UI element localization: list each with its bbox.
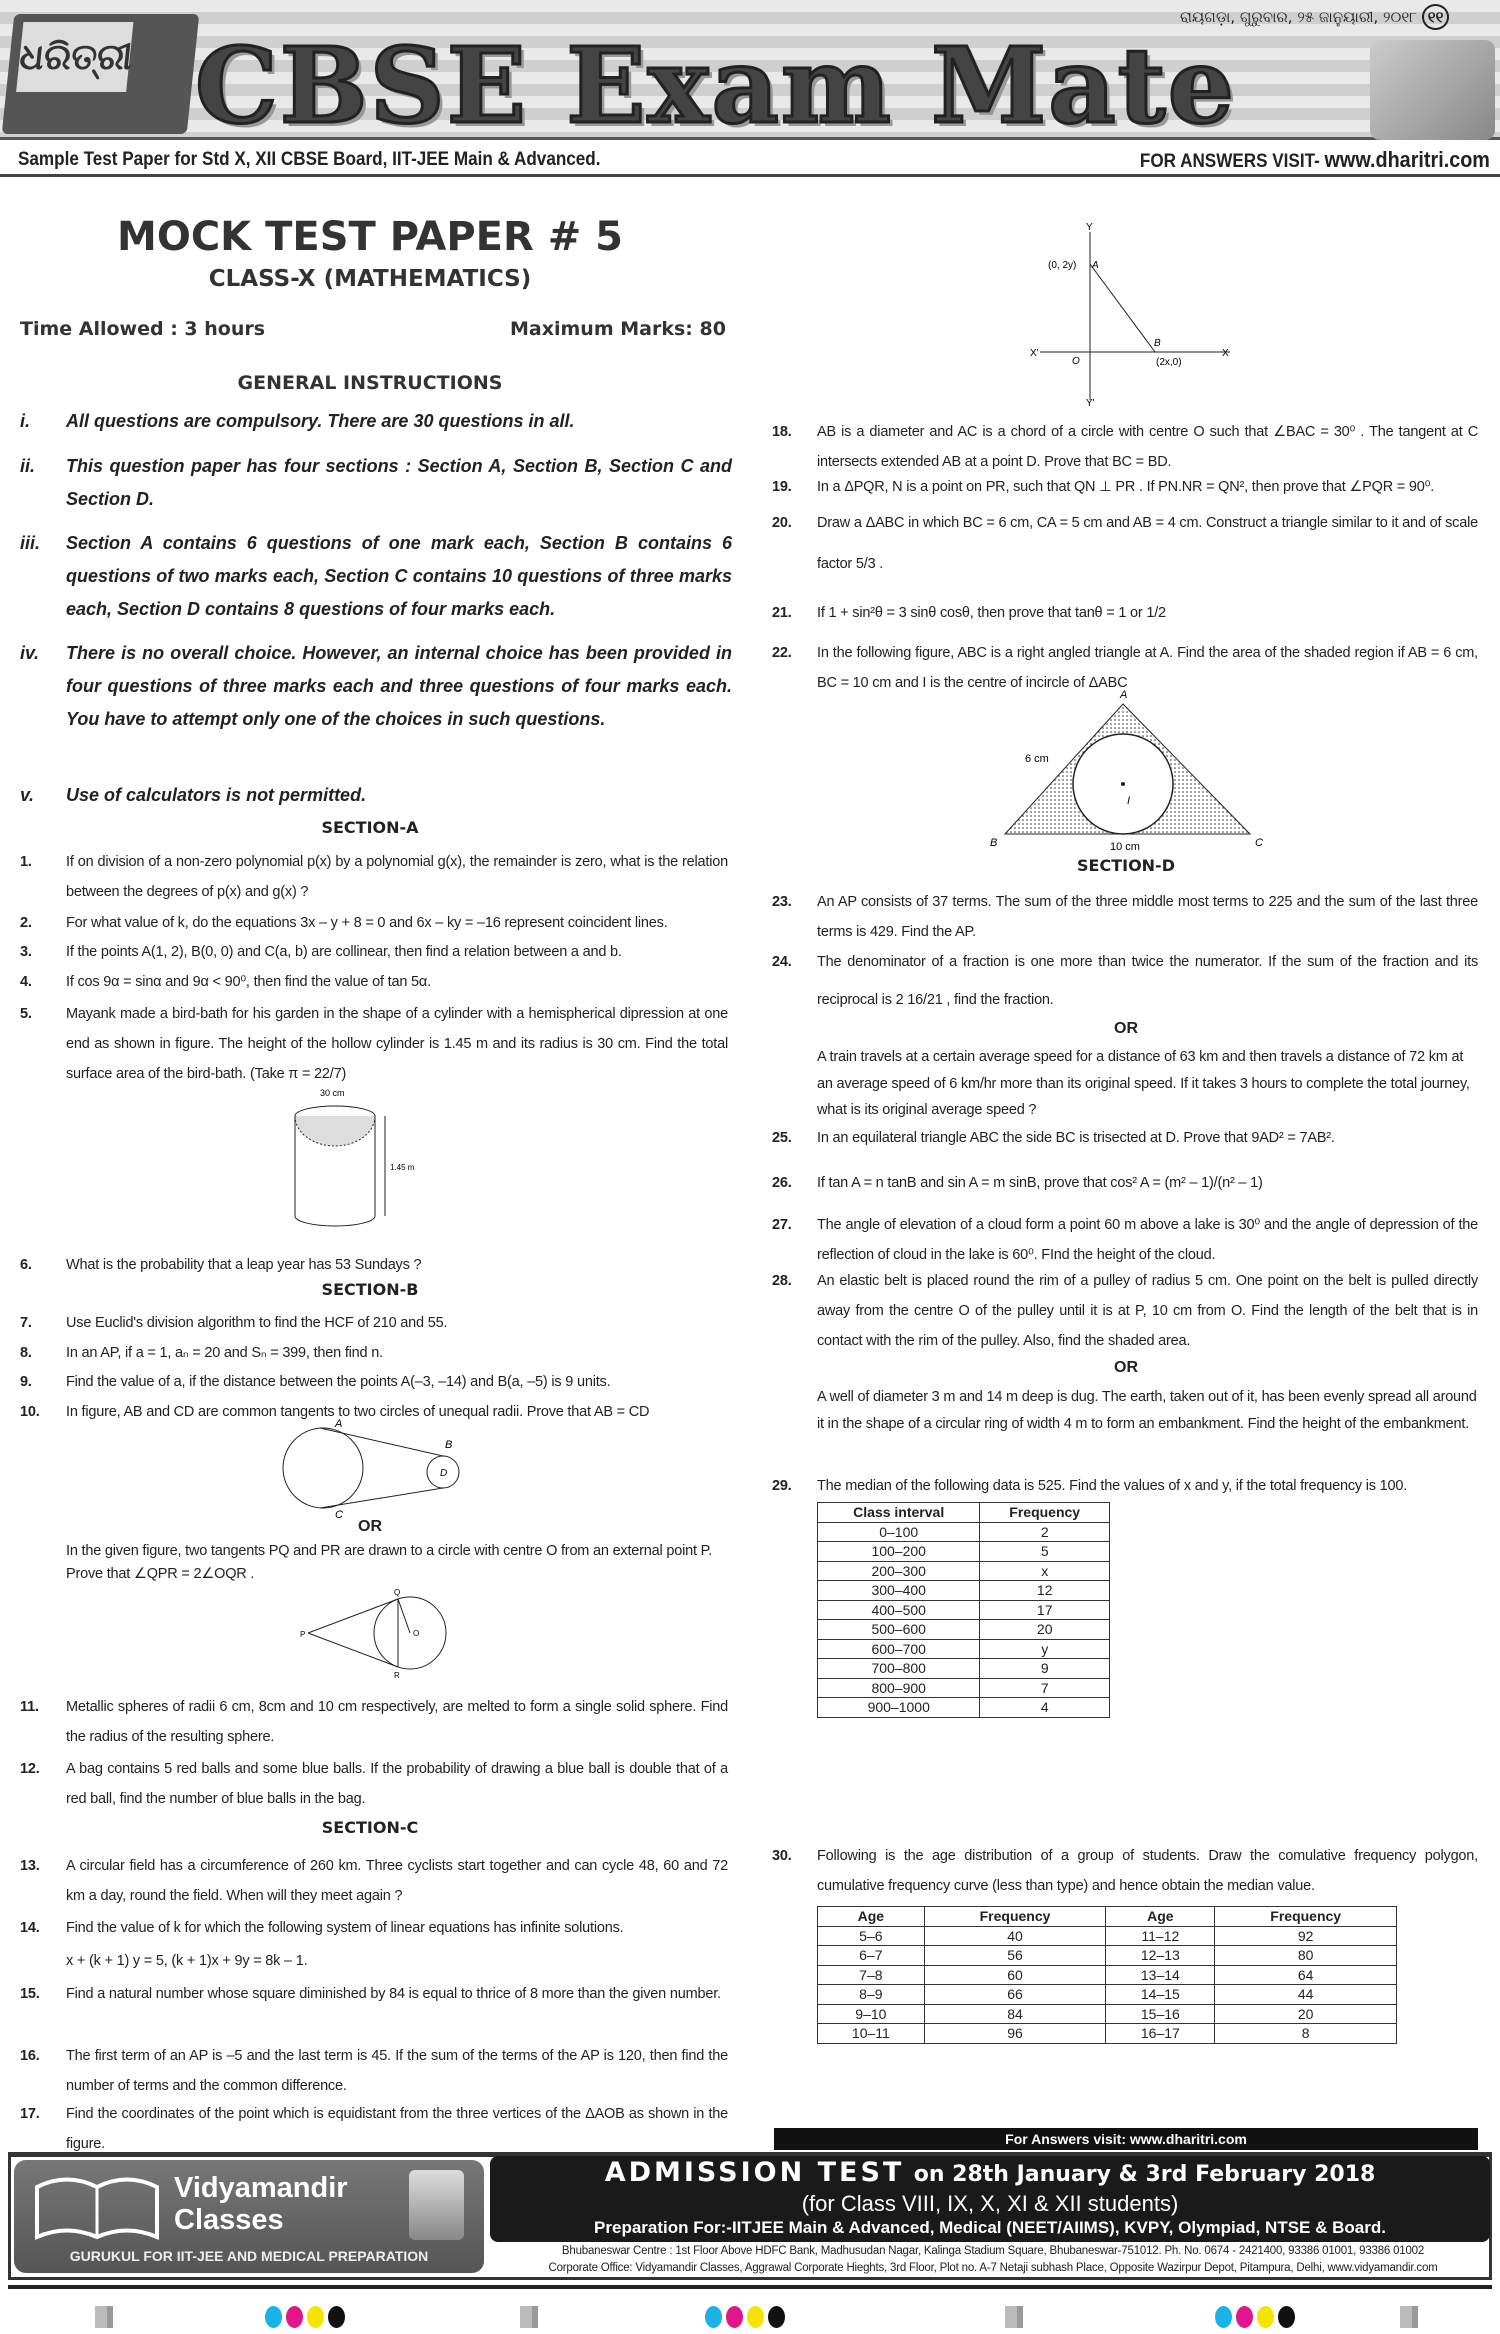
incircle-triangle-figure: [985, 686, 1275, 854]
section-c-heading: SECTION-C: [321, 1818, 419, 1837]
table-cell: 64: [1215, 1965, 1397, 1985]
section-d-heading: SECTION-D: [1077, 856, 1175, 875]
answers-prefix: FOR ANSWERS VISIT-: [1139, 151, 1325, 172]
question-number: 13.: [20, 1858, 40, 1874]
table-row: [818, 1620, 1110, 1640]
section-b-heading: SECTION-B: [321, 1280, 419, 1299]
table-row: [818, 1698, 1110, 1718]
table-cell: 12: [980, 1581, 1110, 1601]
instruction-number: iv.: [20, 643, 40, 663]
table-cell: 17: [980, 1600, 1110, 1620]
q28-or-text: A well of diameter 3 m and 14 m deep is dug. The earth, taken out of it, has been evenly spread all around it in the shape of a circular ring of width 4 m to form an embankment. Find the height of the embankment.: [817, 1389, 1477, 1432]
question-text: In a ΔPQR, N is a point on PR, such that QN ⊥ PR . If PN.NR = QN², then prove that ∠PQR = 90⁰.: [817, 479, 1435, 495]
label: 6 cm: [1025, 753, 1049, 765]
question-text: AB is a diameter and AC is a chord of a circle with centre O such that ∠BAC = 30⁰ . The tangent at C intersects extended AB at a point D. Prove that BC = BD.: [817, 424, 1478, 470]
question-27: [772, 1210, 1478, 1270]
question-number: 26.: [772, 1175, 792, 1191]
question-8: [20, 1338, 728, 1368]
table-cell: 44: [1215, 1985, 1397, 2005]
table-header-row: [818, 1503, 1110, 1523]
color-dot-cyan: [705, 2306, 722, 2328]
tagline: GURUKUL FOR IIT-JEE AND MEDICAL PREPARATION: [69, 2248, 429, 2264]
label: Y': [1086, 398, 1095, 407]
question-22: [772, 638, 1478, 698]
color-dot-black: [768, 2306, 785, 2328]
q10-or-text: In the given figure, two tangents PQ and PR are drawn to a circle with centre O from an external point P. Prove that ∠QPR = 2∠OQR .: [66, 1543, 713, 1582]
question-3: [20, 937, 728, 967]
question-number: 1.: [20, 854, 32, 870]
table-cell: 600–700: [818, 1639, 980, 1659]
answers-url[interactable]: www.dharitri.com: [1324, 147, 1490, 172]
instruction-number: ii.: [20, 456, 36, 476]
corporate-address: Corporate Office: Vidyamandir Classes, Aggrawal Corporate Hieghts, 3rd Floor, Plot no. A-7 Netaji subhash Place, Opposite Wazirpur Depot, Pitampura, Delhi, www.vidyamandir.com: [548, 2262, 1438, 2274]
question-number: 11.: [20, 1699, 39, 1715]
instruction-item: [20, 450, 732, 516]
table-cell: y: [980, 1639, 1110, 1659]
table-cell: 20: [1215, 2004, 1397, 2024]
table-cell: 15–16: [1106, 2004, 1215, 2024]
question-20: [772, 503, 1478, 585]
question-text: In an AP, if a = 1, aₙ = 20 and Sₙ = 399, then find n.: [66, 1345, 383, 1361]
question-text: Following is the age distribution of a group of students. Draw the comulative frequency polygon, cumulative frequency curve (less than type) and hence obtain the median value.: [817, 1848, 1478, 1894]
table-row: [818, 1561, 1110, 1581]
table-cell: 60: [924, 1965, 1106, 1985]
label: C: [335, 1509, 343, 1518]
color-dot-cyan: [1215, 2306, 1232, 2328]
label: O: [413, 1629, 420, 1638]
answers-bar[interactable]: For Answers visit: www.dharitri.com: [774, 2128, 1478, 2150]
general-instructions-title: GENERAL INSTRUCTIONS: [237, 372, 503, 394]
question-number: 12.: [20, 1761, 40, 1777]
table-row: [818, 1985, 1397, 2005]
table-cell: 80: [1215, 1946, 1397, 1966]
label: 1.45 m: [390, 1163, 415, 1172]
instruction-item: [20, 779, 732, 812]
newspaper-logo: ଧରିତ୍ରୀ: [16, 22, 133, 92]
column-header: Frequency: [924, 1907, 1106, 1927]
dateline: [1180, 4, 1449, 30]
question-number: 29.: [772, 1478, 792, 1494]
table-cell: 10–11: [818, 2024, 925, 2044]
table-cell: x: [980, 1561, 1110, 1581]
color-dot-black: [1278, 2306, 1295, 2328]
question-text: Metallic spheres of radii 6 cm, 8cm and 10 cm respectively, are melted to form a single solid sphere. Find the radius of the resulting sphere.: [66, 1699, 728, 1745]
table-cell: 16–17: [1106, 2024, 1215, 2044]
triangle-aob-figure: [1030, 222, 1240, 407]
eligible-classes: (for Class VIII, IX, X, XI & XII students): [801, 2191, 1179, 2216]
question-number: 8.: [20, 1345, 32, 1361]
question-text: If tan A = n tanB and sin A = m sinB, prove that cos² A = (m² – 1)/(n² – 1): [817, 1175, 1263, 1191]
question-number: 10.: [20, 1404, 40, 1420]
table-cell: 56: [924, 1946, 1106, 1966]
laptop-logo-image: [2, 14, 200, 134]
question-number: 6.: [20, 1257, 32, 1273]
column-header: Age: [1106, 1907, 1215, 1927]
label: C: [1255, 837, 1263, 849]
table-row: [818, 1522, 1110, 1542]
question-text: If on division of a non-zero polynomial p(x) by a polynomial g(x), the remainder is zero, what is the relation between the degrees of p(x) and g(x) ?: [66, 854, 728, 900]
subtitle: Sample Test Paper for Std X, XII CBSE Board, IIT-JEE Main & Advanced.: [18, 149, 601, 170]
table-cell: 9–10: [818, 2004, 925, 2024]
table-cell: 40: [924, 1926, 1106, 1946]
question-number: 23.: [772, 894, 792, 910]
table-row: [818, 1600, 1110, 1620]
table-cell: 5–6: [818, 1926, 925, 1946]
question-text: The median of the following data is 525. Find the values of x and y, if the total frequency is 100.: [817, 1478, 1408, 1494]
label: X': [1030, 348, 1039, 359]
table-cell: 0–100: [818, 1522, 980, 1542]
table-cell: 7–8: [818, 1965, 925, 1985]
question-text: What is the probability that a leap year has 53 Sundays ?: [66, 1257, 422, 1273]
page-number: ୧୧: [1422, 4, 1450, 30]
registration-block: [520, 2306, 538, 2328]
calculator-image: [1370, 40, 1495, 140]
student-icon: [409, 2170, 464, 2240]
vidyamandir-logo-panel: [14, 2160, 484, 2273]
question-24: [772, 943, 1478, 1019]
question-number: 16.: [20, 2048, 40, 2064]
table-cell: 300–400: [818, 1581, 980, 1601]
column-header: Age: [818, 1907, 925, 1927]
question-number: 2.: [20, 915, 32, 931]
question-number: 20.: [772, 515, 792, 531]
maximum-marks: Maximum Marks: 80: [510, 318, 726, 340]
answers-link[interactable]: [1140, 143, 1490, 179]
table-row: [818, 1965, 1397, 1985]
question-21: [772, 598, 1478, 628]
question-23: [772, 887, 1478, 947]
table-cell: 900–1000: [818, 1698, 980, 1718]
question-25: [772, 1123, 1478, 1153]
table-row: [818, 1639, 1110, 1659]
question-text: A circular field has a circumference of 260 km. Three cyclists start together and can cycle 48, 60 and 72 km a day, round the field. When will they meet again ?: [66, 1858, 728, 1904]
label: D: [440, 1468, 448, 1479]
table-cell: 9: [980, 1659, 1110, 1679]
instruction-text: This question paper has four sections : Section A, Section B, Section C and Section D.: [66, 456, 732, 509]
label: P: [300, 1630, 306, 1639]
registration-block: [1400, 2306, 1418, 2328]
table-cell: 12–13: [1106, 1946, 1215, 1966]
question-11: [20, 1692, 728, 1752]
table-row: [818, 2024, 1397, 2044]
question-number: 18.: [772, 424, 792, 440]
table-row: [818, 2004, 1397, 2024]
color-dot-cyan: [265, 2306, 282, 2328]
time-allowed: Time Allowed : 3 hours: [20, 318, 266, 340]
open-book-icon: [32, 2172, 162, 2242]
question-4: [20, 967, 728, 997]
question-16: [20, 2041, 728, 2101]
column-header: Frequency: [1215, 1907, 1397, 1927]
label: O: [1072, 356, 1080, 367]
table-cell: 400–500: [818, 1600, 980, 1620]
question-text: In figure, AB and CD are common tangents to two circles of unequal radii. Prove that AB = CD: [66, 1404, 650, 1420]
table-row: [818, 1946, 1397, 1966]
label: 30 cm: [320, 1088, 345, 1098]
question-5: [20, 999, 728, 1089]
color-dot-magenta: [726, 2306, 743, 2328]
registration-block: [1005, 2306, 1023, 2328]
question-14: [20, 1913, 728, 1943]
question-text: For what value of k, do the equations 3x – y + 8 = 0 and 6x – ky = –16 represent coincident lines.: [66, 915, 668, 931]
instruction-text: Section A contains 6 questions of one mark each, Section B contains 6 questions of two marks each, Section C contains 10 questions of three marks each, Section D contains 8 questions of four marks each.: [66, 533, 732, 619]
question-text: In an equilateral triangle ABC the side BC is trisected at D. Prove that 9AD² = 7AB².: [817, 1130, 1335, 1146]
color-dot-yellow: [307, 2306, 324, 2328]
table-header-row: [818, 1907, 1397, 1927]
question-number: 21.: [772, 605, 792, 621]
table-cell: 92: [1215, 1926, 1397, 1946]
q24-or-text: A train travels at a certain average speed for a distance of 63 km and then travels a distance of 72 km at an average speed of 6 km/hr more than its original speed. If it takes 3 hours to complete the total journey, what is its original average speed ?: [817, 1049, 1470, 1118]
table-cell: 66: [924, 1985, 1106, 2005]
question-17: [20, 2099, 728, 2159]
color-dot-magenta: [1236, 2306, 1253, 2328]
label: A: [335, 1418, 343, 1430]
preparation-courses: Preparation For:-IITJEE Main & Advanced, Medical (NEET/AIIMS), KVPY, Olympiad, NTSE & Board.: [594, 2218, 1386, 2237]
question-13: [20, 1851, 728, 1911]
table-cell: 7: [980, 1678, 1110, 1698]
table-cell: 13–14: [1106, 1965, 1215, 1985]
label: 10 cm: [1110, 841, 1140, 853]
table-cell: 700–800: [818, 1659, 980, 1679]
instruction-number: iii.: [20, 533, 41, 553]
question-text: The denominator of a fraction is one more than twice the numerator. If the sum of the fraction and its reciprocal is 2 16/21 , find the fraction.: [817, 954, 1478, 1008]
question-text: Find the value of k for which the following system of linear equations has infinite solutions.: [66, 1920, 624, 1936]
question-text: Find the coordinates of the point which is equidistant from the three vertices of the ΔAOB as shown in the figure.: [66, 2106, 728, 2152]
question-number: 15.: [20, 1986, 40, 2002]
or-label: OR: [1114, 1359, 1138, 1376]
question-18: [772, 417, 1478, 477]
headline: ADMISSION TEST: [604, 2157, 905, 2188]
question-text: A bag contains 5 red balls and some blue balls. If the probability of drawing a blue ball is double that of a red ball, find the number of blue balls in the bag.: [66, 1761, 728, 1807]
label: R: [394, 1671, 400, 1680]
label: Y: [1086, 222, 1093, 233]
label: A: [1120, 689, 1128, 701]
instruction-item: [20, 405, 732, 438]
table-cell: 8: [1215, 2024, 1397, 2044]
question-text: Draw a ΔABC in which BC = 6 cm, CA = 5 cm and AB = 4 cm. Construct a triangle similar to it and of scale factor 5/3 .: [817, 515, 1478, 572]
question-9: [20, 1367, 728, 1397]
brand-name-line2: Classes: [174, 2204, 284, 2236]
question-19: [772, 472, 1478, 502]
question-text: If the points A(1, 2), B(0, 0) and C(a, b) are collinear, then find a relation between a and b.: [66, 944, 622, 960]
question-number: 5.: [20, 1006, 32, 1022]
label: (0, 2y): [1048, 260, 1077, 271]
question-number: 19.: [772, 479, 792, 495]
admission-test-banner: [490, 2156, 1490, 2242]
question-number: 22.: [772, 645, 792, 661]
color-dot-yellow: [747, 2306, 764, 2328]
table-cell: 2: [980, 1522, 1110, 1542]
question-30: [772, 1841, 1478, 1901]
color-dot-magenta: [286, 2306, 303, 2328]
table-cell: 8–9: [818, 1985, 925, 2005]
instruction-text: Use of calculators is not permitted.: [66, 785, 367, 805]
table-row: [818, 1542, 1110, 1562]
question-28: [772, 1266, 1478, 1356]
tangent-circles-figure: [275, 1418, 475, 1518]
label: Q: [394, 1588, 401, 1597]
table-cell: 20: [980, 1620, 1110, 1640]
question-15: [20, 1979, 728, 2009]
label: B: [990, 837, 998, 849]
sub-header: [0, 143, 1500, 177]
question-number: 24.: [772, 954, 792, 970]
table-cell: 5: [980, 1542, 1110, 1562]
table-row: [818, 1926, 1397, 1946]
question-number: 7.: [20, 1315, 32, 1331]
question-text: An elastic belt is placed round the rim of a pulley of radius 5 cm. One point on the belt is pulled directly away from the centre O of the pulley until it is at P, 10 cm from O. Find the length of the belt that is in contact with the rim of the pulley. Also, find the shaded area.: [817, 1273, 1478, 1349]
table-cell: 6–7: [818, 1946, 925, 1966]
question-number: 27.: [772, 1217, 792, 1233]
table-row: [818, 1581, 1110, 1601]
question-text: Find the value of a, if the distance between the points A(–3, –14) and B(a, –5) is 9 units.: [66, 1374, 611, 1390]
bhubaneswar-address: Bhubaneswar Centre : 1st Floor Above HDFC Bank, Madhusudan Nagar, Kalinga Stadium Square, Bhubaneswar-751012. Ph. No. 0674 - 2421400, 93386 01001, 93386 01002: [561, 2245, 1425, 2257]
table-row: [818, 1659, 1110, 1679]
paper-title: MOCK TEST PAPER # 5: [117, 214, 623, 260]
label: A: [1092, 260, 1099, 271]
paper-class: CLASS-X (MATHEMATICS): [208, 266, 532, 292]
question-text: The first term of an AP is –5 and the last term is 45. If the sum of the terms of the AP is 120, then find the number of terms and the common difference.: [66, 2048, 728, 2094]
color-dot-yellow: [1257, 2306, 1274, 2328]
table-row: [818, 1678, 1110, 1698]
question-text: The angle of elevation of a cloud form a point 60 m above a lake is 30⁰ and the angle of depression of the reflection of cloud in the lake is 60⁰. FInd the height of the cloud.: [817, 1217, 1478, 1263]
brand-name-line1: Vidyamandir: [174, 2172, 348, 2204]
divider: [8, 2285, 1492, 2289]
instruction-text: All questions are compulsory. There are 30 questions in all.: [66, 411, 575, 431]
question-number: 17.: [20, 2106, 40, 2122]
question-10: [20, 1397, 728, 1427]
question-text: Use Euclid's division algorithm to find the HCF of 210 and 55.: [66, 1315, 448, 1331]
brand-name: [174, 2172, 348, 2236]
masthead-title: CBSE Exam Mate: [195, 24, 1236, 147]
question-text: Mayank made a bird-bath for his garden in the shape of a cylinder with a hemispherical dipression at one end as shown in figure. The height of the hollow cylinder is 1.45 m and its radius is 30 cm. Find the total surface area of the bird-bath. (Take π = 22/7): [66, 1006, 728, 1082]
table-cell: 84: [924, 2004, 1106, 2024]
table-cell: 96: [924, 2024, 1106, 2044]
age-distribution-table-q30: [817, 1906, 1397, 2044]
table-cell: 200–300: [818, 1561, 980, 1581]
or-label: OR: [358, 1518, 382, 1535]
question-7: [20, 1308, 728, 1338]
question-text: An AP consists of 37 terms. The sum of the three middle most terms to 225 and the sum of the last three terms is 429. Find the AP.: [817, 894, 1478, 940]
table-cell: 100–200: [818, 1542, 980, 1562]
question-text: If 1 + sin²θ = 3 sinθ cosθ, then prove that tanθ = 1 or 1/2: [817, 605, 1166, 621]
column-header: Frequency: [980, 1503, 1110, 1523]
table-cell: 800–900: [818, 1678, 980, 1698]
section-a-heading: SECTION-A: [321, 818, 419, 837]
bird-bath-figure: [270, 1086, 440, 1236]
instruction-item: [20, 637, 732, 736]
date-text: ରାୟଗଡ଼ା, ଗୁରୁବାର, ୨୫ ଜାନୁୟାରୀ, ୨୦୧୮: [1180, 8, 1418, 26]
question-number: 3.: [20, 944, 32, 960]
question-2: [20, 908, 728, 938]
table-cell: 14–15: [1106, 1985, 1215, 2005]
question-text: Find a natural number whose square diminished by 84 is equal to thrice of 8 more than the given number.: [66, 1986, 721, 2002]
question-26: [772, 1168, 1478, 1198]
color-dot-black: [328, 2306, 345, 2328]
label: (2x,0): [1156, 357, 1182, 368]
question-1: [20, 847, 728, 907]
label: I: [1127, 795, 1131, 807]
question-number: 9.: [20, 1374, 32, 1390]
q14-equations: x + (k + 1) y = 5, (k + 1)x + 9y = 8k – 1.: [66, 1953, 308, 1969]
question-text: In the following figure, ABC is a right angled triangle at A. Find the area of the shaded region if AB = 6 cm, BC = 10 cm and I is the centre of incircle of ΔABC: [817, 645, 1478, 691]
frequency-table-q29: [817, 1502, 1110, 1718]
question-number: 14.: [20, 1920, 40, 1936]
question-29: [772, 1471, 1478, 1501]
or-label: OR: [1114, 1020, 1138, 1037]
column-header: Class interval: [818, 1503, 980, 1523]
registration-block: [95, 2306, 113, 2328]
table-cell: 11–12: [1106, 1926, 1215, 1946]
test-dates: on 28th January & 3rd February 2018: [913, 2162, 1376, 2187]
question-number: 4.: [20, 974, 32, 990]
question-number: 25.: [772, 1130, 792, 1146]
table-cell: 4: [980, 1698, 1110, 1718]
instruction-text: There is no overall choice. However, an internal choice has been provided in four questions of three marks each and three questions of four marks each. You have to attempt only one of the choices in such questions.: [66, 643, 732, 729]
question-6: [20, 1250, 728, 1280]
instruction-item: [20, 527, 732, 626]
instruction-number: i.: [20, 411, 31, 431]
label: B: [445, 1439, 453, 1451]
label: X: [1222, 348, 1229, 359]
tangents-circle-figure: [300, 1585, 460, 1680]
question-number: 30.: [772, 1848, 792, 1864]
label: B: [1154, 338, 1161, 349]
question-12: [20, 1754, 728, 1814]
instruction-number: v.: [20, 785, 35, 805]
table-cell: 500–600: [818, 1620, 980, 1640]
question-number: 28.: [772, 1273, 792, 1289]
question-text: If cos 9α = sinα and 9α < 90⁰, then find the value of tan 5α.: [66, 974, 431, 990]
